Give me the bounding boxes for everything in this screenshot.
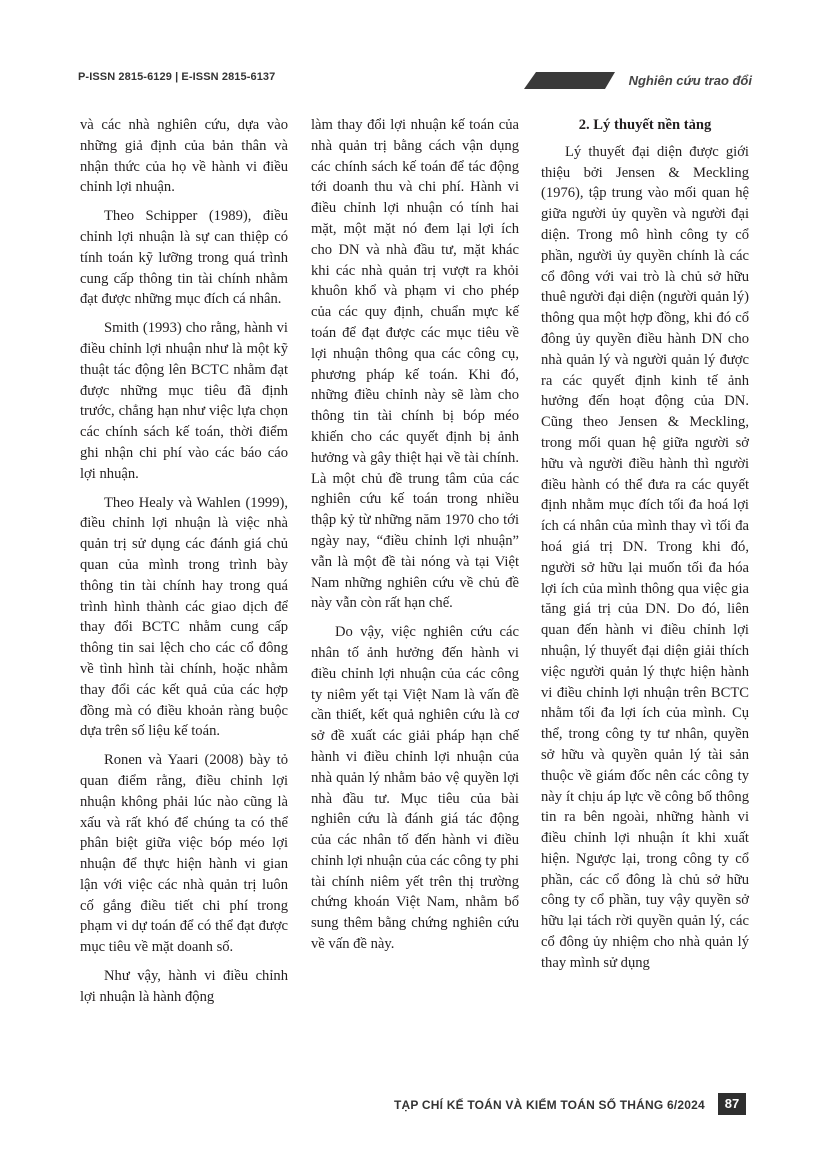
paragraph: Ronen và Yaari (2008) bày tỏ quan điểm rằng, điều chỉnh lợi nhuận không phải lúc nào cũng là xấu và rất khó để chúng ta có thể phân biệt giữa việc bóp méo lợi nhuận để thực hiện hành vi gian lận với việc các nhà quản trị luôn cố gắng điều tiết chi phí trong phạm vi dự toán để có thể đạt được mục tiêu về mặt doanh số. bbox=[80, 752, 288, 956]
paragraph: và các nhà nghiên cứu, dựa vào những giả định của bản thân và nhận thức của họ về hành vi điều chỉnh lợi nhuận. bbox=[80, 117, 288, 196]
text-column-2 bbox=[311, 115, 519, 963]
paragraph: Như vậy, hành vi điều chỉnh lợi nhuận là hành động bbox=[80, 968, 288, 1005]
text-column-3 bbox=[541, 115, 749, 982]
journal-title: TẠP CHÍ KẾ TOÁN VÀ KIỂM TOÁN SỐ THÁNG 6/2024 bbox=[394, 1098, 705, 1112]
paragraph: Lý thuyết đại diện được giới thiệu bởi Jensen & Meckling (1976), tập trung vào mối quan hệ giữa người ủy quyền và người đại diện. Trong mô hình công ty cổ phần, người ủy quyền chính là các cổ đông với vai trò là chủ sở hữu thuê người đại diện (người quản lý) thông qua một hợp đồng, khi đó cổ đông ủy quyền điều hành DN cho nhà quản lý và người quản lý được ra các quyết định kinh tế ảnh hưởng đến hoạt động của DN. Cũng theo Jensen & Meckling, trong mối quan hệ giữa người sở hữu và người điều hành thì người điều hành có thể đưa ra các quyết định nhằm mục đích tối đa hoá lợi ích cá nhân của mình thay vì tối đa hoá giá trị DN. Trong khi đó, người sở hữu lại muốn tối đa hóa lợi ích của mình thông qua việc gia tăng giá trị của DN. Do đó, liên quan đến hành vi điều chỉnh lợi nhuận, lý thuyết đại diện giải thích việc người quản lý thực hiện hành vi điều chỉnh lợi nhuận trên BCTC nhằm tối đa lợi ích của mình. Cụ thể, trong công ty tư nhân, quyền sở hữu và quyền quản lý tài sản thuộc về giám đốc nên các công ty này ít chịu áp lực về công bố thông tin ra bên ngoài, những hành vi điều chỉnh lợi nhuận ít khi xuất hiện. Ngược lại, trong công ty cổ phần, các cổ đông là chủ sở hữu công ty cổ phần, tuy vậy quyền sở hữu lại tách rời quyền quản lý, các cổ đông ủy nhiệm cho nhà quản lý thay mình sử dụng bbox=[541, 143, 749, 971]
text-column-1 bbox=[80, 115, 288, 1016]
section-band bbox=[536, 72, 760, 89]
issn-line: P-ISSN 2815-6129 | E-ISSN 2815-6137 bbox=[78, 71, 276, 83]
section-title: Nghiên cứu trao đổi bbox=[615, 72, 760, 89]
paragraph: Theo Schipper (1989), điều chỉnh lợi nhuận là sự can thiệp có tính toán kỹ lưỡng trong quá trình cung cấp thông tin tài chính nhằm đạt được những mục đích cá nhân. bbox=[80, 208, 288, 308]
page-number: 87 bbox=[718, 1093, 746, 1115]
paragraph: Smith (1993) cho rằng, hành vi điều chỉnh lợi nhuận như là một kỹ thuật tác động lên BCTC nhằm đạt được những mục tiêu đã định trước, chẳng hạn như việc lựa chọn các chính sách kế toán, thời điểm ghi nhận chi phí vào các báo cáo lợi nhuận. bbox=[80, 320, 288, 482]
paragraph: làm thay đổi lợi nhuận kế toán của nhà quản trị bằng cách vận dụng các chính sách kế toán để tác động tới doanh thu và chi phí. Hành vi điều chỉnh lợi nhuận có tính hai mặt, một mặt nó đem lại lợi ích cho DN và nhà đầu tư, mặt khác khi các nhà quản trị vượt ra khỏi khuôn khổ và phạm vi cho phép của các quy định, chuẩn mực kế toán để đạt được các mục tiêu về lợi nhuận thông qua các công cụ, phương pháp kế toán. Khi đó, những điều chỉnh này sẽ làm cho thông tin tài chính bị bóp méo khiến cho các quyết định bị ảnh hưởng và gây thiệt hại về tài chính. Là một chủ đề trung tâm của các nghiên cứu kế toán trong nhiều thập kỷ từ những năm 1970 cho tới ngày nay, “điều chỉnh lợi nhuận” vẫn là một đề tài nóng và tại Việt Nam những nghiên cứu về chủ đề này vẫn còn rất hạn chế. bbox=[311, 117, 519, 612]
section-heading: 2. Lý thuyết nền tảng bbox=[578, 117, 712, 133]
paragraph: Theo Healy và Wahlen (1999), điều chỉnh lợi nhuận là việc nhà quản trị sử dụng các đánh giá chủ quan của mình trong trình bày thông tin tài chính hay trong quá trình hình thành các giao dịch để thay đổi BCTC nhằm cung cấp thông tin sai lệch cho các cổ đông về tình hình tài chính, hoặc nhằm thay đổi các kết quả của các hợp đồng mà có điều khoản ràng buộc dựa trên số liệu kế toán. bbox=[80, 494, 288, 740]
paragraph: Do vậy, việc nghiên cứu các nhân tố ảnh hưởng đến hành vi điều chỉnh lợi nhuận của các công ty niêm yết tại Việt Nam là vấn đề cần thiết, kết quả nghiên cứu là cơ sở đề xuất các giải pháp hạn chế hành vi điều chỉnh lợi nhuận của nhà quản lý nhằm bảo vệ quyền lợi nhà đầu tư. Mục tiêu của bài nghiên cứu là đánh giá tác động của các nhân tố đến hành vi điều chỉnh lợi nhuận của các công ty phi tài chính niêm yết trên thị trường chứng khoán Việt Nam, nhằm bổ sung thêm bằng chứng nghiên cứu về vấn đề này. bbox=[311, 624, 519, 953]
